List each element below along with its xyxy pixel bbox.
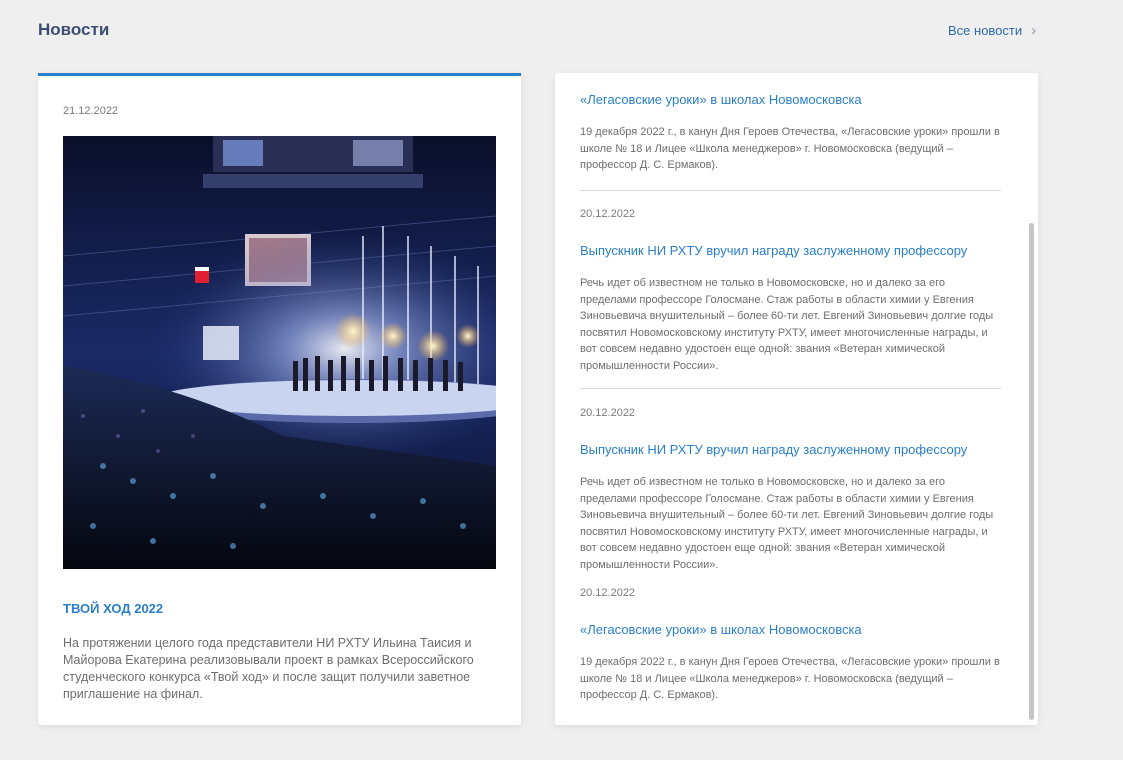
list-item[interactable] xyxy=(580,208,1001,374)
divider xyxy=(580,388,1001,389)
news-date: 20.12.2022 xyxy=(580,587,636,599)
featured-date: 21.12.2022 xyxy=(63,105,119,117)
chevron-right-icon: › xyxy=(1031,22,1037,39)
news-text: Речь идет об известном не только в Новомосковске, но и далеко за его пределами профессоре Голосмане. Стаж работы в области химии у Евгения Зиновьевича внушительный – более 60-ти лет. Евгений Зиновьевич долгие годы посвятил Новомосковскому институту РХТУ, имеет многочисленные награды, и вот совсем недавно удостоен еще одной: звания «Ветеран химической промышленности России». xyxy=(580,277,994,372)
news-list-card xyxy=(555,73,1038,725)
news-text: 19 декабря 2022 г., в канун Дня Героев Отечества, «Легасовские уроки» прошли в школе № 18 и Лицее «Школа менеджеров» г. Новомосковска (ведущий – профессор Д. С. Ермаков). xyxy=(580,656,1000,701)
news-title[interactable]: Выпускник НИ РХТУ вручил награду заслуженному профессору xyxy=(580,442,968,457)
featured-news-card[interactable] xyxy=(38,73,521,725)
list-item[interactable] xyxy=(580,587,1001,704)
news-text: 19 декабря 2022 г., в канун Дня Героев Отечества, «Легасовские уроки» прошли в школе № 18 и Лицее «Школа менеджеров» г. Новомосковска (ведущий – профессор Д. С. Ермаков). xyxy=(580,126,1000,171)
featured-text: На протяжении целого года представители НИ РХТУ Ильина Таисия и Майорова Екатерина реализовывали проект в рамках Всероссийского студенческого конкурса «Твой ход» и после защит получили заветное приглашение на финал. xyxy=(63,636,474,701)
list-item[interactable] xyxy=(580,407,1001,573)
divider xyxy=(580,190,1001,191)
news-title[interactable]: Выпускник НИ РХТУ вручил награду заслуженному профессору xyxy=(580,243,968,258)
scrollbar[interactable] xyxy=(1029,223,1034,720)
news-date: 20.12.2022 xyxy=(580,407,636,419)
section-title: Новости xyxy=(38,20,110,39)
news-date: 20.12.2022 xyxy=(580,208,636,220)
news-title[interactable]: «Легасовские уроки» в школах Новомосковска xyxy=(580,622,862,637)
featured-title[interactable]: ТВОЙ ХОД 2022 xyxy=(63,601,164,616)
news-title[interactable]: «Легасовские уроки» в школах Новомосковска xyxy=(580,92,862,107)
concert-stage-photo[interactable] xyxy=(63,136,496,569)
all-news-link[interactable] xyxy=(948,23,1036,38)
news-text: Речь идет об известном не только в Новомосковске, но и далеко за его пределами профессоре Голосмане. Стаж работы в области химии у Евгения Зиновьевича внушительный – более 60-ти лет. Евгений Зиновьевич долгие годы посвятил Новомосковскому институту РХТУ, имеет многочисленные награды, и вот совсем недавно удостоен еще одной: звания «Ветеран химической промышленности России». xyxy=(580,476,994,571)
list-item[interactable] xyxy=(580,92,1001,174)
all-news-label: Все новости xyxy=(948,23,1023,38)
